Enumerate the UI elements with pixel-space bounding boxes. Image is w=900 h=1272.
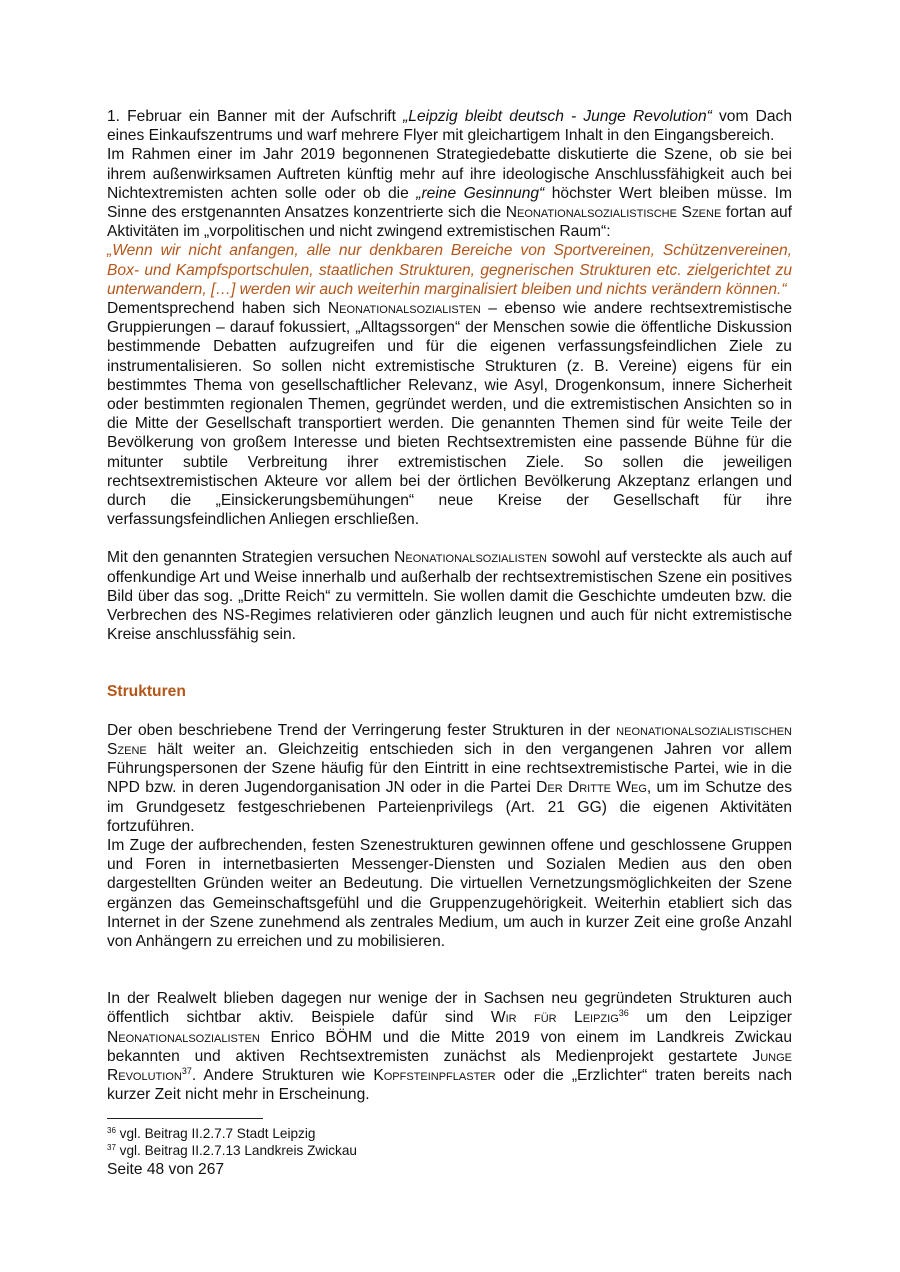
footnote: $^{37}$ vgl. Beitrag II.2.7.13 Landkreis Zwickau: [107, 1143, 357, 1159]
inline-quote: „reine Gesinnung“: [416, 184, 545, 202]
group-name: Kopfsteinpflaster: [373, 1066, 496, 1084]
party-name: Der Dritte Weg: [536, 779, 647, 797]
spacer: [107, 644, 792, 663]
term-small-caps: neonationalsozialistischen Szene: [107, 721, 792, 758]
paragraph-4: Mit den genannten Strategien versuchen Neonationalsozialisten sowohl auf versteckte als auch auf offenkundige Art und Weise innerhalb und außerhalb der rechtsextremistischen Szene ein positives Bild über das sog. „Dritte Reich“ zu vermitteln. Sie wollen damit die Geschichte umdeuten bzw. die Verbrechen des NS-Regimes relativieren oder gänzlich leugnen und auch für nicht extremistische Kreise anschlussfähig sein.: [107, 549, 792, 644]
page-number: Seite 48 von 267: [107, 1161, 225, 1179]
spacer: [107, 951, 792, 989]
term-small-caps: Neonationalsozialisten: [327, 300, 481, 318]
term-small-caps: Neonationalsozialisten: [107, 1028, 260, 1046]
document-page: [107, 107, 792, 1179]
banner-quote: „Leipzig bleibt deutsch - Junge Revolution“: [403, 108, 712, 125]
footnote-ref[interactable]: 36: [618, 1008, 629, 1019]
paragraph-3: Dementsprechend haben sich Neonationalsozialisten – ebenso wie andere rechtsextremistische Gruppierungen – darauf fokussiert, „Alltagssorgen“ der Menschen sowie die öffentliche Diskussion bestimmende Debatten aufzugreifen und für die eigenen verfassungsfeindlichen Ziele zu instrumentalisieren. So sollen nicht extremistische Strukturen (z. B. Vereine) eigens für ein bestimmtes Thema von gesellschaftlicher Relevanz, wie Asyl, Drogenkonsum, innere Sicherheit oder bestimmten regionalen Themen, gegründet werden, und die extremistischen Ansichten so in die Mitte der Gesellschaft transportiert werden. Die genannten Themen sind für weite Teile der Bevölkerung von großem Interesse und bieten Rechtsextremisten eine passende Bühne für die mitunter subtile Verbreitung ihrer extremistischen Ziele. So sollen die jeweiligen rechtsextremistischen Akteure vor allem bei der örtlichen Bevölkerung Akzeptanz erlangen und durch die „Einsickerungsbemühungen“ neue Kreise der Gesellschaft für ihre verfassungsfeindlichen Anliegen erschließen.: [107, 300, 792, 529]
footnote-divider: [107, 1118, 263, 1119]
paragraph-2: Im Rahmen einer im Jahr 2019 begonnenen Strategiedebatte diskutierte die Szene, ob sie bei ihrem außenwirksamen Auftreten künftig mehr auf ihre ideologische Anschlussfähigkeit auch bei Nichtextremisten achten solle oder ob die „reine Gesinnung“ höchster Wert bleiben müsse. Im Sinne des erstgenannten Ansatzes konzentrierte sich die Neonationalsozialistische Szene fortan auf Aktivitäten im „vorpolitischen und nicht zwingend extremistischen Raum“:: [107, 146, 793, 241]
paragraph-1: 1. Februar ein Banner mit der Aufschrift „Leipzig bleibt deutsch - Junge Revolution“ vom Dach eines Einkaufszentrums und warf mehrere Flyer mit gleichartigem Inhalt in den Eingangsbereich.: [107, 108, 792, 145]
paragraph-6: Im Zuge der aufbrechenden, festen Szenestrukturen gewinnen offene und geschlossene Gruppen und Foren in internetbasierten Messenger-Diensten und Sozialen Medien aus den oben dargestellten Gründen weiter an Bedeutung. Die virtuellen Vernetzungsmöglichkeiten der Szene ergänzen das Gemeinschaftsgefühl und die Gruppenzugehörigkeit. Weiterhin etabliert sich das Internet in der Szene zunehmend als zentrales Medium, um auch in kurzer Zeit eine große Anzahl von Anhängern zu erreichen und zu mobilisieren.: [107, 836, 792, 950]
spacer: [107, 702, 792, 721]
term-small-caps: Neonationalsozialisten: [394, 549, 547, 567]
spacer: [107, 529, 792, 548]
group-name: Wir für Leipzig: [490, 1009, 619, 1027]
term-small-caps: Neonationalsozialistische Szene: [505, 204, 722, 222]
paragraph-5: Der oben beschriebene Trend der Verringerung fester Strukturen in der neonationalsozialistischen Szene hält weiter an. Gleichzeitig entschieden sich in den vergangenen Jahren vor allem Führungspersonen der Szene häufig für den Eintritt in eine rechtsextremistische Partei, wie in die NPD bzw. in deren Jugendorganisation JN oder in die Partei Der Dritte Weg, um im Schutze des im Grundgesetz festgeschriebenen Parteienprivilegs (Art. 21 GG) die eigenen Aktivitäten fortzuführen.: [107, 721, 793, 835]
spacer: [107, 663, 792, 682]
footnote: $^{36}$ vgl. Beitrag II.2.7.7 Stadt Leipzig: [107, 1126, 316, 1142]
group-name: Junge Revolution: [107, 1047, 792, 1084]
footnote-ref[interactable]: 37: [181, 1065, 192, 1076]
section-heading: Strukturen: [107, 683, 186, 701]
block-quote: „Wenn wir nicht anfangen, alle nur denkbaren Bereiche von Sportvereinen, Schützenvereinen, Box- und Kampfsportschulen, staatlichen Strukturen, gegnerischen Strukturen etc. zielgerichtet zu unterwandern, […] werden wir auch weiterhin marginalisiert bleiben und nichts verändern können.“: [107, 242, 792, 298]
paragraph-7: In der Realwelt blieben dagegen nur wenige der in Sachsen neu gegründeten Strukturen auch öffentlich sichtbar aktiv. Beispiele dafür sind Wir für Leipzig$^{36}$ um den Leipziger Neonationalsozialisten Enrico BÖHM und die Mitte 2019 von einem im Landkreis Zwickau bekannten und aktiven Rechtsextremisten zunächst als Medienprojekt gestartete Junge Revolution$^{37}$. Andere Strukturen wie Kopfsteinpflaster oder die „Erzlichter“ traten bereits nach kurzer Zeit nicht mehr in Erscheinung.: [107, 990, 792, 1104]
